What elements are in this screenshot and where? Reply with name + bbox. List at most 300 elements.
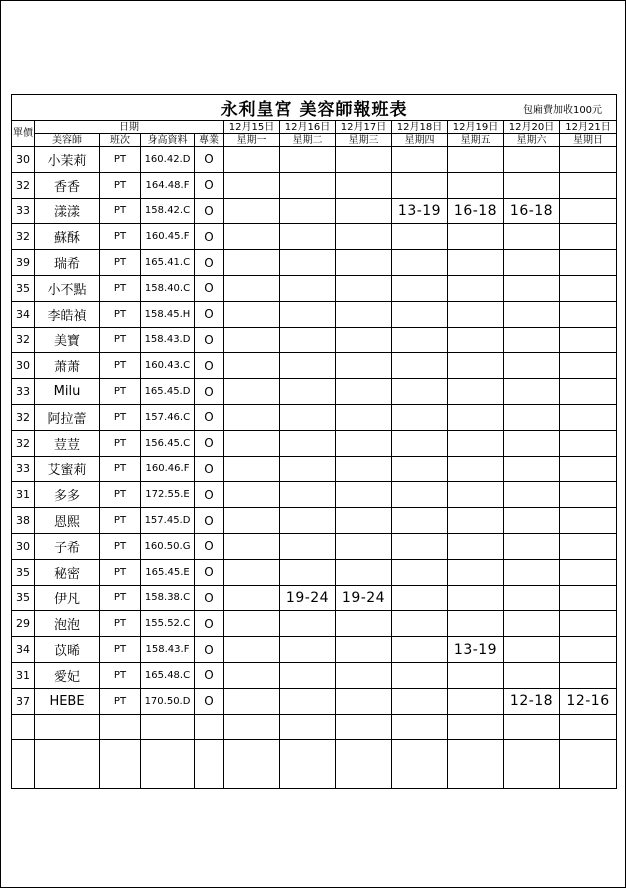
shift-slot-cell [224, 688, 280, 714]
table-row [12, 353, 617, 379]
shift-cell: PT [100, 430, 141, 456]
table-row [12, 224, 617, 250]
header-date-cell: 12月19日 [448, 121, 504, 134]
shift-slot-cell [280, 404, 336, 430]
shift-slot-cell [280, 224, 336, 250]
shift-cell: PT [100, 456, 141, 482]
name-cell: 荳荳 [35, 430, 100, 456]
profile-cell: 172.55.E [141, 482, 195, 508]
profile-cell: 157.45.D [141, 508, 195, 534]
rate-cell: 35 [12, 559, 35, 585]
header-date-cell: 12月16日 [280, 121, 336, 134]
shift-cell: PT [100, 275, 141, 301]
shift-slot-cell [560, 533, 617, 559]
rate-cell: 30 [12, 353, 35, 379]
rate-cell: 32 [12, 404, 35, 430]
table-row [12, 147, 617, 173]
shift-slot-cell [224, 379, 280, 405]
rate-cell: 38 [12, 508, 35, 534]
shift-slot-cell [392, 147, 448, 173]
empty-cell [560, 714, 617, 740]
shift-slot-cell [336, 224, 392, 250]
table-row [12, 585, 617, 611]
shift-slot-cell [560, 224, 617, 250]
table-row [12, 559, 617, 585]
shift-cell: PT [100, 662, 141, 688]
shift-slot-cell [448, 147, 504, 173]
shift-slot-cell [560, 637, 617, 663]
shift-slot-cell [504, 353, 560, 379]
empty-cell [100, 740, 141, 789]
shift-slot-cell [448, 327, 504, 353]
shift-slot-cell [504, 250, 560, 276]
shift-slot-cell [280, 198, 336, 224]
header-profile: 身高資料 [141, 134, 195, 147]
shift-slot-cell [504, 404, 560, 430]
table-row [12, 662, 617, 688]
shift-slot-cell [336, 198, 392, 224]
name-cell: 阿拉蕾 [35, 404, 100, 430]
shift-cell: PT [100, 688, 141, 714]
shift-slot-cell: 12-18 [504, 688, 560, 714]
shift-slot-cell: 16-18 [504, 198, 560, 224]
name-cell: 萧萧 [35, 353, 100, 379]
empty-cell [224, 740, 280, 789]
name-cell: Milu [35, 379, 100, 405]
empty-cell [35, 714, 100, 740]
empty-cell [35, 740, 100, 789]
name-cell: 泡泡 [35, 611, 100, 637]
shift-slot-cell [336, 662, 392, 688]
shift-slot-cell [280, 637, 336, 663]
shift-slot-cell [224, 224, 280, 250]
shift-slot-cell [224, 533, 280, 559]
profile-cell: 157.46.C [141, 404, 195, 430]
shift-slot-cell [560, 275, 617, 301]
name-cell: 秘密 [35, 559, 100, 585]
profile-cell: 160.42.D [141, 147, 195, 173]
name-cell: 子希 [35, 533, 100, 559]
table-row [12, 688, 617, 714]
header-date-cell: 12月17日 [336, 121, 392, 134]
shift-cell: PT [100, 482, 141, 508]
shift-slot-cell [504, 275, 560, 301]
shift-slot-cell [392, 585, 448, 611]
shift-slot-cell [392, 662, 448, 688]
specialty-cell: O [195, 559, 224, 585]
shift-slot-cell [560, 585, 617, 611]
shift-slot-cell [448, 688, 504, 714]
shift-slot-cell [504, 224, 560, 250]
shift-slot-cell [392, 379, 448, 405]
room-fee-note: 包廂費加收100元 [522, 105, 603, 116]
profile-cell: 156.45.C [141, 430, 195, 456]
specialty-cell: O [195, 585, 224, 611]
shift-slot-cell [504, 637, 560, 663]
shift-slot-cell [448, 482, 504, 508]
shift-slot-cell: 19-24 [280, 585, 336, 611]
shift-slot-cell [280, 456, 336, 482]
name-cell: 愛妃 [35, 662, 100, 688]
shift-slot-cell [336, 482, 392, 508]
name-cell: 恩熙 [35, 508, 100, 534]
empty-cell [224, 714, 280, 740]
shift-slot-cell [280, 301, 336, 327]
name-cell: 小不點 [35, 275, 100, 301]
shift-slot-cell [224, 172, 280, 198]
shift-slot-cell [448, 559, 504, 585]
shift-cell: PT [100, 327, 141, 353]
name-cell: 美寶 [35, 327, 100, 353]
shift-cell: PT [100, 533, 141, 559]
shift-slot-cell [392, 688, 448, 714]
name-cell: 伊凡 [35, 585, 100, 611]
shift-slot-cell [504, 301, 560, 327]
shift-slot-cell [504, 533, 560, 559]
shift-slot-cell [336, 508, 392, 534]
empty-cell [141, 740, 195, 789]
shift-slot-cell [560, 611, 617, 637]
rate-cell: 32 [12, 327, 35, 353]
specialty-cell: O [195, 430, 224, 456]
shift-slot-cell [336, 611, 392, 637]
shift-slot-cell [448, 662, 504, 688]
shift-slot-cell: 19-24 [336, 585, 392, 611]
shift-slot-cell [504, 327, 560, 353]
shift-slot-cell [224, 327, 280, 353]
shift-slot-cell [280, 533, 336, 559]
shift-slot-cell [504, 482, 560, 508]
shift-slot-cell [224, 611, 280, 637]
name-cell: 多多 [35, 482, 100, 508]
shift-slot-cell [504, 662, 560, 688]
empty-cell [12, 714, 35, 740]
profile-cell: 158.42.C [141, 198, 195, 224]
profile-cell: 165.45.E [141, 559, 195, 585]
shift-slot-cell [336, 147, 392, 173]
shift-slot-cell [448, 224, 504, 250]
shift-slot-cell [336, 301, 392, 327]
shift-slot-cell [560, 172, 617, 198]
shift-cell: PT [100, 250, 141, 276]
shift-cell: PT [100, 172, 141, 198]
shift-cell: PT [100, 353, 141, 379]
rate-cell: 33 [12, 456, 35, 482]
shift-slot-cell [336, 275, 392, 301]
shift-slot-cell [448, 611, 504, 637]
shift-cell: PT [100, 508, 141, 534]
shift-slot-cell [336, 456, 392, 482]
name-cell: 瑞希 [35, 250, 100, 276]
specialty-cell: O [195, 224, 224, 250]
specialty-cell: O [195, 275, 224, 301]
shift-slot-cell [336, 172, 392, 198]
header-date-cell: 12月21日 [560, 121, 617, 134]
shift-slot-cell [392, 301, 448, 327]
header-name: 美容師 [35, 134, 100, 147]
header-row-dates [12, 121, 617, 134]
shift-slot-cell [504, 508, 560, 534]
header-date-cell: 12月20日 [504, 121, 560, 134]
shift-slot-cell [392, 353, 448, 379]
rate-cell: 32 [12, 224, 35, 250]
shift-slot-cell [448, 172, 504, 198]
header-row-weekdays [12, 134, 617, 147]
shift-cell: PT [100, 611, 141, 637]
shift-slot-cell [448, 404, 504, 430]
empty-cell [392, 740, 448, 789]
empty-cell [195, 740, 224, 789]
shift-slot-cell [224, 353, 280, 379]
specialty-cell: O [195, 611, 224, 637]
shift-slot-cell [448, 508, 504, 534]
empty-cell [448, 714, 504, 740]
shift-cell: PT [100, 559, 141, 585]
empty-cell [141, 714, 195, 740]
specialty-cell: O [195, 508, 224, 534]
specialty-cell: O [195, 250, 224, 276]
shift-slot-cell [560, 404, 617, 430]
profile-cell: 160.43.C [141, 353, 195, 379]
name-cell: 小茉莉 [35, 147, 100, 173]
header-weekday: 星期日 [560, 134, 617, 147]
name-cell: 蘇酥 [35, 224, 100, 250]
table-row [12, 198, 617, 224]
shift-cell: PT [100, 379, 141, 405]
shift-slot-cell [224, 482, 280, 508]
shift-slot-cell [560, 250, 617, 276]
empty-cell [195, 714, 224, 740]
header-date-cell: 12月18日 [392, 121, 448, 134]
shift-cell: PT [100, 198, 141, 224]
rate-cell: 39 [12, 250, 35, 276]
shift-slot-cell [224, 508, 280, 534]
rate-cell: 34 [12, 637, 35, 663]
shift-slot-cell [280, 147, 336, 173]
shift-slot-cell [448, 301, 504, 327]
table-row [12, 533, 617, 559]
table-row [12, 301, 617, 327]
shift-slot-cell [560, 430, 617, 456]
title-row [12, 95, 617, 121]
rate-cell: 29 [12, 611, 35, 637]
shift-slot-cell [392, 250, 448, 276]
profile-cell: 160.50.G [141, 533, 195, 559]
specialty-cell: O [195, 301, 224, 327]
shift-slot-cell [392, 482, 448, 508]
rate-cell: 32 [12, 430, 35, 456]
shift-slot-cell [560, 353, 617, 379]
shift-slot-cell: 12-16 [560, 688, 617, 714]
shift-slot-cell [504, 559, 560, 585]
specialty-cell: O [195, 404, 224, 430]
shift-slot-cell [560, 327, 617, 353]
shift-slot-cell [392, 559, 448, 585]
shift-slot-cell [336, 637, 392, 663]
shift-slot-cell [392, 275, 448, 301]
shift-slot-cell [280, 275, 336, 301]
profile-cell: 158.43.D [141, 327, 195, 353]
shift-slot-cell [392, 404, 448, 430]
shift-slot-cell [448, 353, 504, 379]
specialty-cell: O [195, 172, 224, 198]
name-cell: 艾蜜莉 [35, 456, 100, 482]
shift-slot-cell [392, 637, 448, 663]
shift-slot-cell [224, 637, 280, 663]
shift-cell: PT [100, 404, 141, 430]
shift-slot-cell [224, 585, 280, 611]
header-shift: 班次 [100, 134, 141, 147]
empty-cell [560, 740, 617, 789]
specialty-cell: O [195, 662, 224, 688]
schedule-table [11, 94, 617, 789]
shift-slot-cell [392, 533, 448, 559]
rate-cell: 33 [12, 379, 35, 405]
profile-cell: 158.38.C [141, 585, 195, 611]
profile-cell: 158.43.F [141, 637, 195, 663]
shift-cell: PT [100, 147, 141, 173]
specialty-cell: O [195, 327, 224, 353]
table-row [12, 430, 617, 456]
shift-slot-cell [224, 662, 280, 688]
profile-cell: 165.48.C [141, 662, 195, 688]
table-row [12, 508, 617, 534]
shift-cell: PT [100, 301, 141, 327]
shift-slot-cell [560, 456, 617, 482]
specialty-cell: O [195, 637, 224, 663]
shift-slot-cell [280, 688, 336, 714]
shift-slot-cell [560, 198, 617, 224]
shift-slot-cell [224, 559, 280, 585]
empty-cell [336, 740, 392, 789]
header-weekday: 星期四 [392, 134, 448, 147]
shift-slot-cell [448, 585, 504, 611]
profile-cell: 164.48.F [141, 172, 195, 198]
rate-cell: 34 [12, 301, 35, 327]
shift-slot-cell [280, 508, 336, 534]
shift-slot-cell [560, 559, 617, 585]
table-row [12, 404, 617, 430]
name-cell: 漾漾 [35, 198, 100, 224]
specialty-cell: O [195, 198, 224, 224]
profile-cell: 160.45.F [141, 224, 195, 250]
shift-slot-cell [504, 585, 560, 611]
specialty-cell: O [195, 147, 224, 173]
shift-slot-cell [336, 353, 392, 379]
profile-cell: 158.40.C [141, 275, 195, 301]
shift-slot-cell [560, 508, 617, 534]
name-cell: 香香 [35, 172, 100, 198]
header-weekday: 星期五 [448, 134, 504, 147]
shift-slot-cell [504, 379, 560, 405]
header-rate: 單價 [12, 121, 35, 147]
profile-cell: 160.46.F [141, 456, 195, 482]
rate-cell: 30 [12, 533, 35, 559]
specialty-cell: O [195, 688, 224, 714]
empty-cell [336, 714, 392, 740]
profile-cell: 165.45.D [141, 379, 195, 405]
header-specialty: 專業 [195, 134, 224, 147]
shift-slot-cell: 13-19 [448, 637, 504, 663]
shift-slot-cell [336, 430, 392, 456]
rate-cell: 33 [12, 198, 35, 224]
shift-slot-cell [224, 250, 280, 276]
rate-cell: 31 [12, 482, 35, 508]
shift-slot-cell [504, 430, 560, 456]
header-weekday: 星期一 [224, 134, 280, 147]
header-date: 日期 [35, 121, 224, 134]
shift-slot-cell [280, 327, 336, 353]
blank-row [12, 714, 617, 740]
shift-slot-cell [448, 533, 504, 559]
shift-slot-cell [504, 172, 560, 198]
shift-slot-cell [224, 404, 280, 430]
shift-slot-cell [448, 430, 504, 456]
profile-cell: 158.45.H [141, 301, 195, 327]
shift-slot-cell [280, 172, 336, 198]
empty-cell [504, 740, 560, 789]
shift-slot-cell [280, 611, 336, 637]
shift-slot-cell [280, 559, 336, 585]
table-row [12, 637, 617, 663]
shift-slot-cell [224, 456, 280, 482]
table-row [12, 379, 617, 405]
empty-cell [392, 714, 448, 740]
shift-cell: PT [100, 224, 141, 250]
shift-slot-cell [392, 172, 448, 198]
shift-slot-cell [336, 404, 392, 430]
shift-slot-cell [504, 147, 560, 173]
specialty-cell: O [195, 353, 224, 379]
name-cell: 苡晞 [35, 637, 100, 663]
shift-slot-cell: 16-18 [448, 198, 504, 224]
shift-slot-cell [280, 353, 336, 379]
table-row [12, 456, 617, 482]
profile-cell: 170.50.D [141, 688, 195, 714]
shift-slot-cell [504, 611, 560, 637]
shift-slot-cell [280, 482, 336, 508]
specialty-cell: O [195, 456, 224, 482]
empty-cell [504, 714, 560, 740]
table-row [12, 250, 617, 276]
shift-slot-cell [336, 559, 392, 585]
rate-cell: 30 [12, 147, 35, 173]
table-row [12, 482, 617, 508]
shift-slot-cell [392, 224, 448, 250]
shift-slot-cell [336, 533, 392, 559]
shift-slot-cell [392, 327, 448, 353]
shift-slot-cell [392, 456, 448, 482]
name-cell: 李皓禎 [35, 301, 100, 327]
rate-cell: 37 [12, 688, 35, 714]
shift-slot-cell [224, 198, 280, 224]
shift-slot-cell [224, 275, 280, 301]
empty-cell [100, 714, 141, 740]
name-cell: HEBE [35, 688, 100, 714]
shift-slot-cell [224, 147, 280, 173]
rate-cell: 35 [12, 585, 35, 611]
profile-cell: 155.52.C [141, 611, 195, 637]
specialty-cell: O [195, 482, 224, 508]
header-weekday: 星期二 [280, 134, 336, 147]
header-weekday: 星期六 [504, 134, 560, 147]
shift-slot-cell [560, 379, 617, 405]
shift-slot-cell [504, 456, 560, 482]
shift-slot-cell [280, 430, 336, 456]
header-weekday: 星期三 [336, 134, 392, 147]
empty-cell [280, 714, 336, 740]
shift-slot-cell [392, 430, 448, 456]
